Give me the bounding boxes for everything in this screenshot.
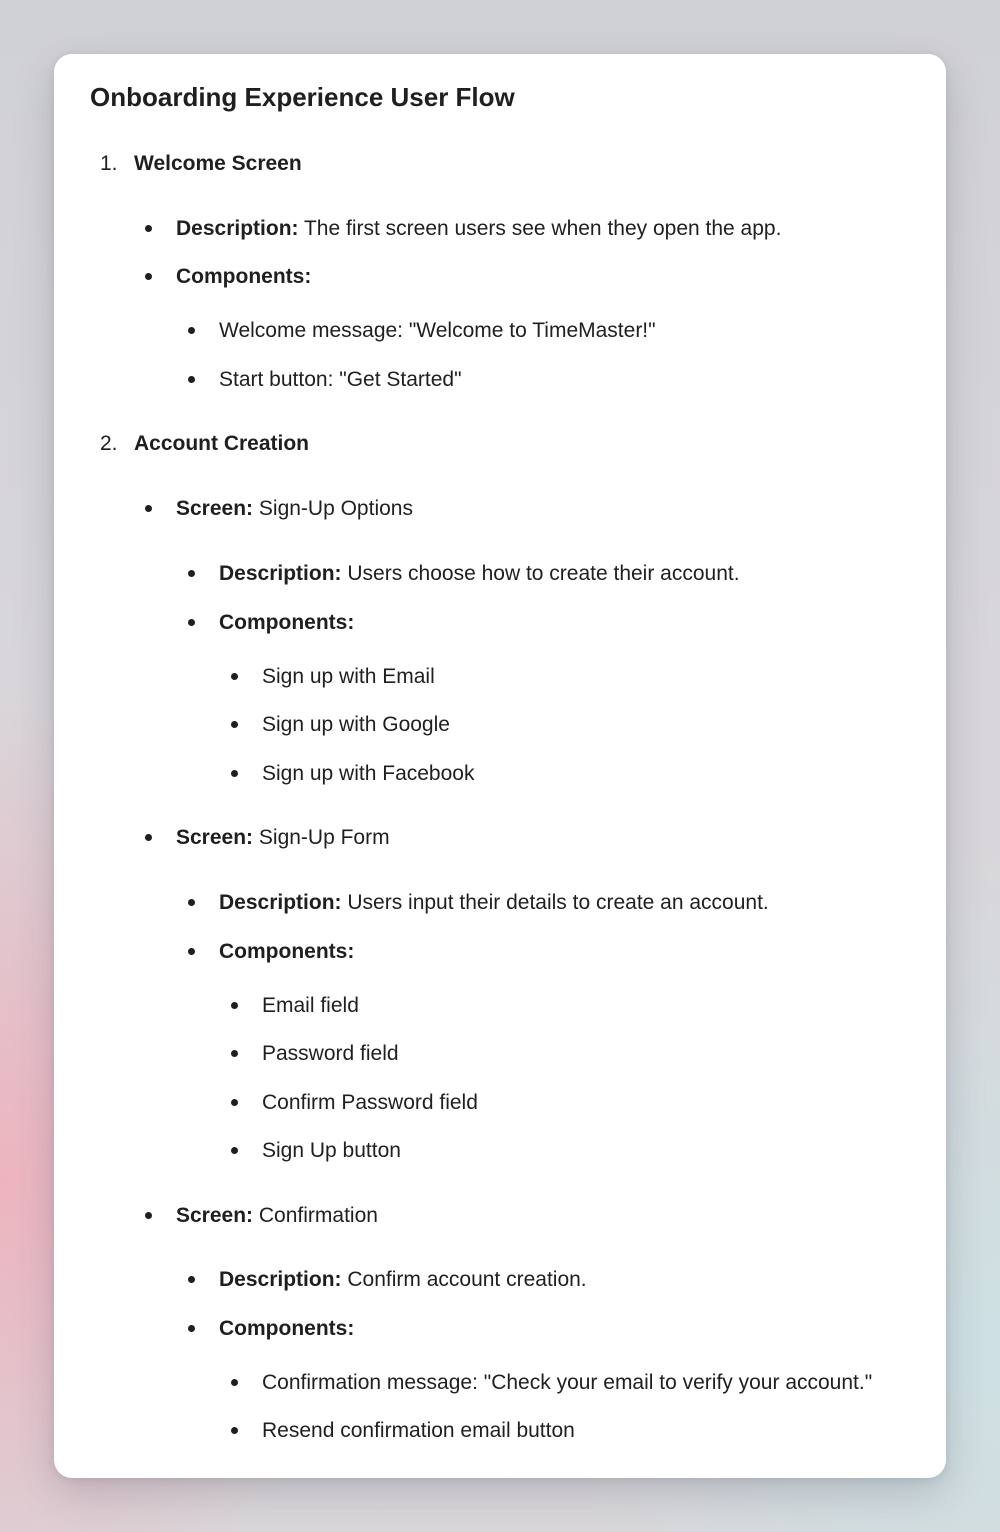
bullet [231,1050,238,1057]
list-item: Welcome message: "Welcome to TimeMaster!" [219,319,656,342]
signup-form-components-label: Components: [219,940,355,963]
bullet [231,1099,238,1106]
list-item: Sign up with Facebook [262,762,475,785]
list-item: Sign up with Email [262,665,435,688]
list-item: Start button: "Get Started" [219,368,462,391]
screen-confirmation: Screen: Confirmation [176,1204,378,1227]
welcome-components-label: Components: [176,265,312,288]
bullet [231,721,238,728]
bullet [145,834,152,841]
list-item: Email field [262,994,359,1017]
bullet [231,1147,238,1154]
signup-form-description: Description: Users input their details to create an account. [219,891,769,914]
bullet [145,225,152,232]
screen-signup-options: Screen: Sign-Up Options [176,497,413,520]
list-item: Resend confirmation email button [262,1419,575,1442]
list-item: Sign Up button [262,1139,401,1162]
section-heading-account-creation: Account Creation [134,432,310,455]
list-item: Password field [262,1042,399,1065]
bullet [145,1212,152,1219]
bullet [145,273,152,280]
bullet [231,673,238,680]
list-item: Confirmation message: "Check your email to verify your account." [262,1371,873,1394]
list-item: Sign up with Google [262,713,450,736]
signup-options-components-label: Components: [219,611,355,634]
bullet [188,1325,195,1332]
document-card [54,54,946,1478]
welcome-description: Description: The first screen users see when they open the app. [176,217,782,240]
section-heading-welcome: Welcome Screen [134,152,302,175]
bullet [188,1276,195,1283]
signup-options-description: Description: Users choose how to create their account. [219,562,740,585]
bullet [231,1427,238,1434]
screen-signup-form: Screen: Sign-Up Form [176,826,390,849]
section-number: 2. [100,432,118,455]
bullet [188,327,195,334]
bullet [188,619,195,626]
bullet [231,770,238,777]
bullet [188,570,195,577]
bullet [188,376,195,383]
section-number: 1. [100,152,118,175]
bullet [188,948,195,955]
bullet [231,1379,238,1386]
confirmation-description: Description: Confirm account creation. [219,1268,587,1291]
bullet [145,505,152,512]
confirmation-components-label: Components: [219,1317,355,1340]
page-title: Onboarding Experience User Flow [90,82,515,112]
list-item: Confirm Password field [262,1091,478,1114]
bullet [231,1002,238,1009]
bullet [188,899,195,906]
